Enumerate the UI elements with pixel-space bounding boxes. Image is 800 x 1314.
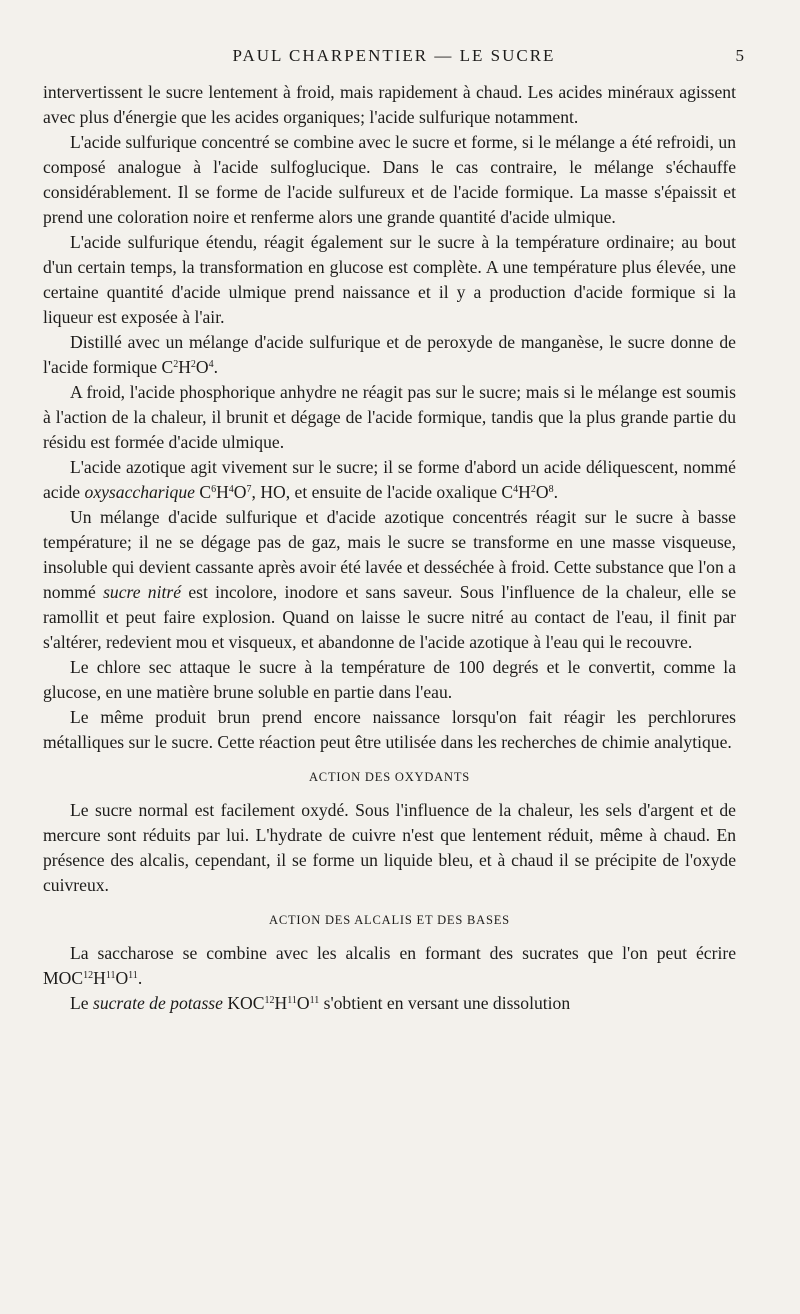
body-text: [43, 80, 736, 1016]
paragraph-oxydants: Le sucre normal est facilement oxydé. Sous l'influence de la chaleur, les sels d'argent et de mercure sont réduits par lui. L'hydrate de cuivre n'est que lentement réduit, même à chaud. En présence des alcalis, cependant, il se forme un liquide bleu, et à chaud il se précipite de l'oxyde cuivreux.: [43, 800, 736, 895]
page-number: 5: [735, 46, 744, 65]
paragraph-4: Distillé avec un mélange d'acide sulfurique et de peroxyde de manganèse, le sucre donne de l'acide formique $C^2H^2O^4$.: [43, 332, 736, 377]
section-heading-oxydants: ACTION DES OXYDANTS: [308, 770, 471, 784]
paragraph-3: L'acide sulfurique étendu, réagit également sur le sucre à la température ordinaire; au bout d'un certain temps, la transformation en glucose est complète. A une température plus élevée, une certaine quantité d'acide ulmique prend naissance et il y a production d'acide formique si la liqueur est exposée à l'air.: [43, 232, 736, 327]
paragraph-alcalis-1: La saccharose se combine avec les alcalis en formant des sucrates que l'on peut écrire $MOC^{12}H^{11}O^{11}$.: [43, 943, 736, 988]
running-title: PAUL CHARPENTIER — LE SUCRE: [232, 46, 556, 65]
section-heading-alcalis: ACTION DES ALCALIS ET DES BASES: [269, 913, 510, 927]
paragraph-9: Le même produit brun prend encore naissance lorsqu'on fait réagir les perchlorures métalliques sur le sucre. Cette réaction peut être utilisée dans les recherches de chimie analytique.: [43, 707, 736, 752]
paragraph-alcalis-2: Le sucrate de potasse $KOC^{12}H^{11}O^{11}$ s'obtient en versant une dissolution: [70, 993, 571, 1013]
paragraph-6: L'acide azotique agit vivement sur le sucre; il se forme d'abord un acide déliquescent, nommé acide oxysaccharique $C^6H^4O^7$, HO, et ensuite de l'acide oxalique $C^4H^2O^8$.: [43, 457, 736, 502]
page-header: [44, 46, 744, 70]
paragraph-8: Le chlore sec attaque le sucre à la température de 100 degrés et le convertit, comme la glucose, en une matière brune soluble en partie dans l'eau.: [43, 657, 736, 702]
paragraph-5: A froid, l'acide phosphorique anhydre ne réagit pas sur le sucre; mais si le mélange est soumis à l'action de la chaleur, il brunit et dégage de l'acide formique, tandis que la plus grande partie du résidu est formée d'acide ulmique.: [43, 382, 736, 452]
paragraph-1: intervertissent le sucre lentement à froid, mais rapidement à chaud. Les acides minéraux agissent avec plus d'énergie que les acides organiques; l'acide sulfurique notamment.: [43, 82, 736, 127]
paragraph-7: Un mélange d'acide sulfurique et d'acide azotique concentrés réagit sur le sucre à basse température; il ne se dégage pas de gaz, mais le sucre se transforme en une masse visqueuse, insoluble qui devient cassante après avoir été lavée et desséchée à froid. Cette substance que l'on a nommé sucre nitré est incolore, inodore et sans saveur. Sous l'influence de la chaleur, elle se ramollit et peut faire explosion. Quand on laisse le sucre nitré au contact de l'eau, il finit par s'altérer, redevient mou et visqueux, et abandonne de l'acide azotique à l'eau qui le recouvre.: [43, 507, 736, 652]
paragraph-2: L'acide sulfurique concentré se combine avec le sucre et forme, si le mélange a été refroidi, un composé analogue à l'acide sulfoglucique. Dans le cas contraire, le mélange s'échauffe considérablement. Il se forme de l'acide sulfureux et de l'acide formique. La masse s'épaissit et prend une coloration noire et renferme alors une grande quantité d'acide ulmique.: [43, 132, 736, 227]
